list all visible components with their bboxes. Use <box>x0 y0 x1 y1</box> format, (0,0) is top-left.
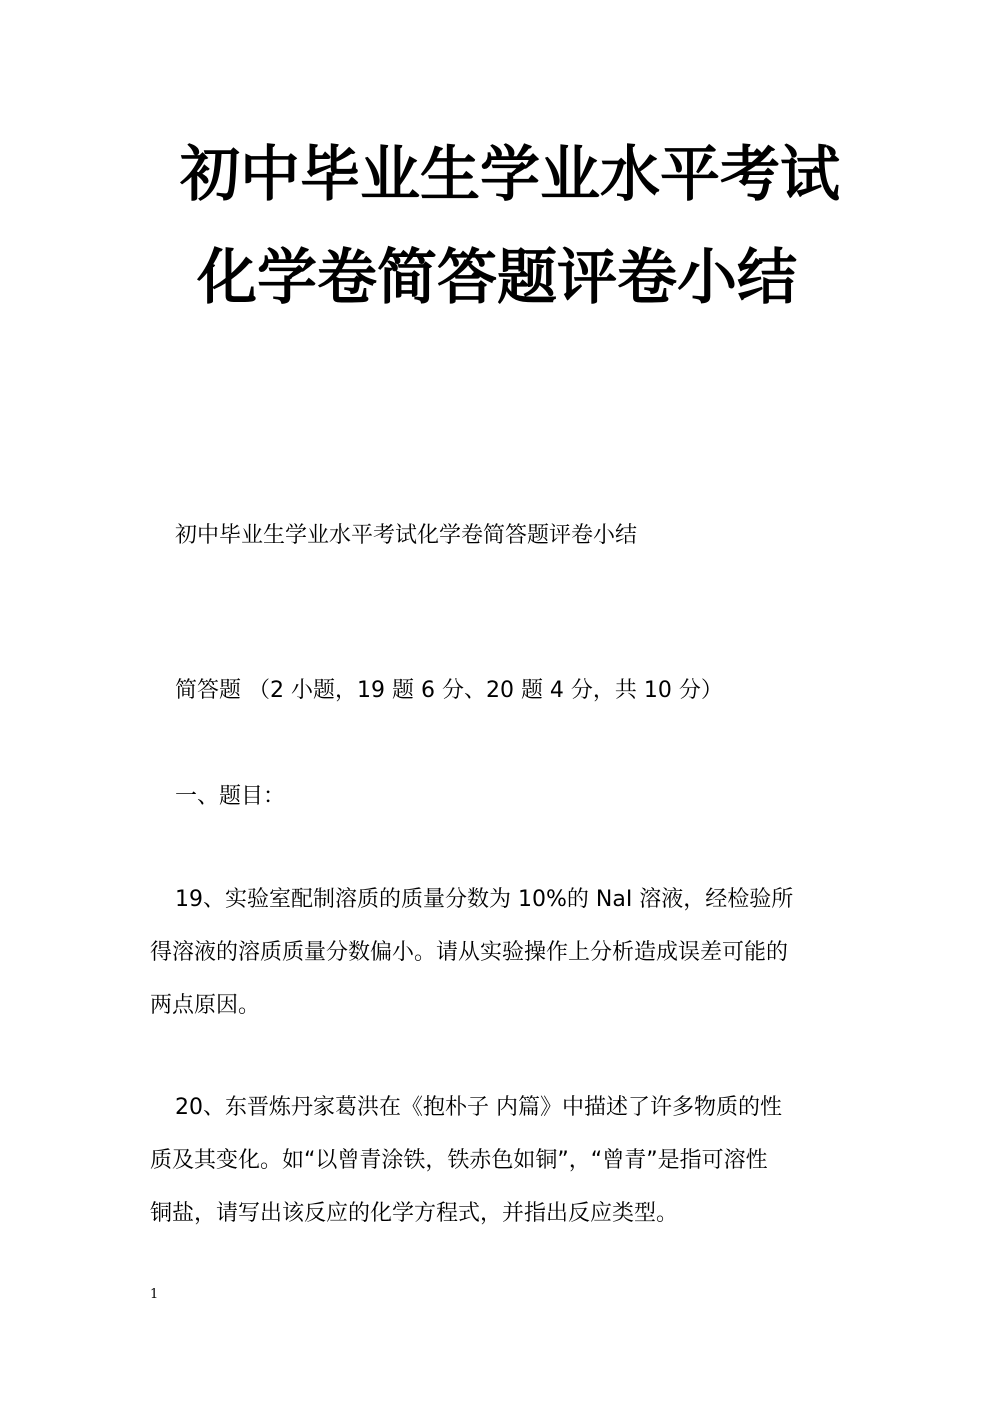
question-19 <box>150 873 850 1032</box>
question-19-line: 得溶液的溶质质量分数偏小。请从实验操作上分析造成误差可能的 <box>150 940 789 965</box>
document-subtitle: 初中毕业生学业水平考试化学卷简答题评卷小结 <box>175 523 638 548</box>
document-title-line-2: 化学卷简答题评卷小结 <box>197 243 797 313</box>
page-number: 1 <box>150 1287 159 1302</box>
question-19-line: 两点原因。 <box>150 993 261 1018</box>
question-20-line: 质及其变化。如“以曾青涂铁，铁赤色如铜”，“曾青”是指可溶性 <box>150 1148 768 1173</box>
document-title-line-1: 初中毕业生学业水平考试 <box>180 140 840 210</box>
question-20-line: 铜盐，请写出该反应的化学方程式，并指出反应类型。 <box>150 1201 679 1226</box>
question-20-line: 20、东晋炼丹家葛洪在《抱朴子 内篇》中描述了许多物质的性 <box>175 1095 782 1120</box>
question-20 <box>150 1081 850 1240</box>
section-one-heading: 一、题目： <box>175 784 286 809</box>
question-19-line: 19、实验室配制溶质的质量分数为 10%的 NaI 溶液，经检验所 <box>175 887 794 912</box>
section-header: 简答题 （2 小题，19 题 6 分、20 题 4 分，共 10 分） <box>175 678 723 703</box>
